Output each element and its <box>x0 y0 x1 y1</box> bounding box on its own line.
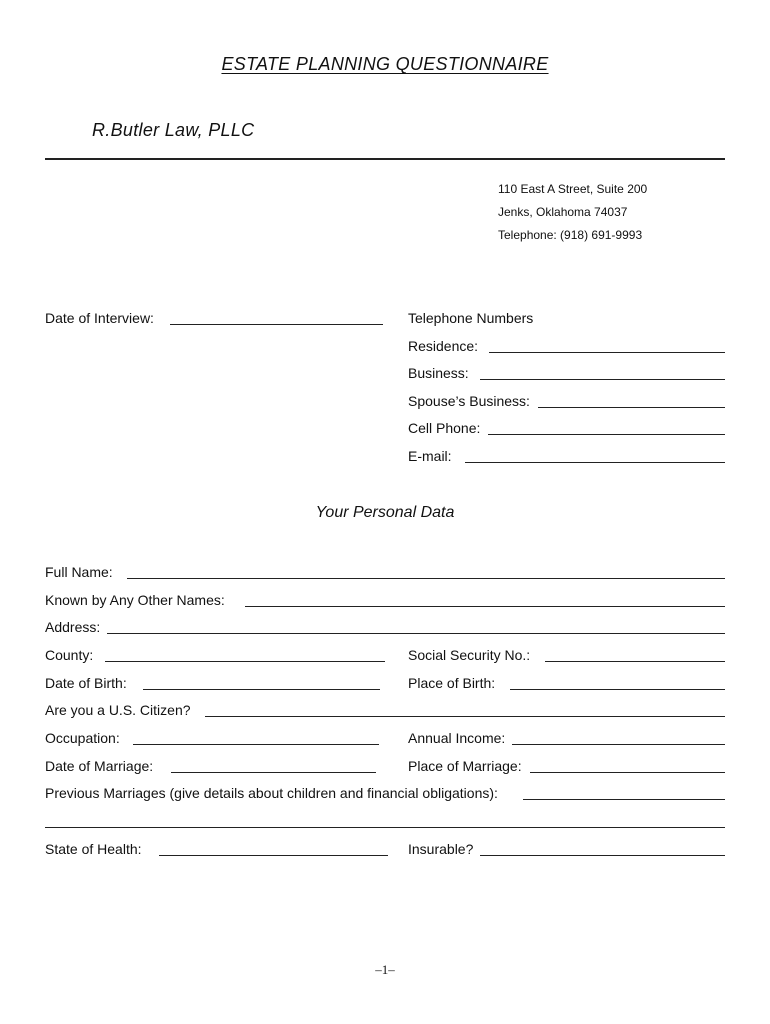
state-of-health-field[interactable] <box>159 855 388 856</box>
occupation-label: Occupation: <box>45 730 120 746</box>
place-of-birth-field[interactable] <box>510 689 725 690</box>
citizen-field[interactable] <box>205 716 725 717</box>
annual-income-label: Annual Income: <box>408 730 506 746</box>
state-of-health-label: State of Health: <box>45 841 142 857</box>
cell-phone-field[interactable] <box>488 434 725 435</box>
full-name-field[interactable] <box>127 578 725 579</box>
email-label: E-mail: <box>408 448 452 464</box>
insurable-field[interactable] <box>480 855 725 856</box>
telephone-numbers-heading: Telephone Numbers <box>408 310 534 326</box>
previous-marriages-field[interactable] <box>523 799 725 800</box>
firm-telephone: Telephone: (918) 691-9993 <box>498 228 643 242</box>
place-of-marriage-label: Place of Marriage: <box>408 758 522 774</box>
previous-marriages-label: Previous Marriages (give details about children and financial obligations): <box>45 785 498 801</box>
cell-phone-label: Cell Phone: <box>408 420 481 436</box>
date-of-birth-field[interactable] <box>143 689 380 690</box>
date-of-interview-label: Date of Interview: <box>45 310 154 326</box>
date-of-marriage-label: Date of Marriage: <box>45 758 154 774</box>
occupation-field[interactable] <box>133 744 379 745</box>
address-field[interactable] <box>107 633 725 634</box>
county-field[interactable] <box>105 661 385 662</box>
section-title-personal-data: Your Personal Data <box>315 504 455 521</box>
full-name-label: Full Name: <box>45 564 113 580</box>
address-street: 110 East A Street, Suite 200 <box>498 182 648 196</box>
document-title: ESTATE PLANNING QUESTIONNAIRE <box>221 54 549 74</box>
business-label: Business: <box>408 365 469 381</box>
address-label: Address: <box>45 619 101 635</box>
date-of-marriage-field[interactable] <box>171 772 376 773</box>
date-of-interview-field[interactable] <box>170 324 383 325</box>
other-names-field[interactable] <box>245 606 725 607</box>
date-of-birth-label: Date of Birth: <box>45 675 127 691</box>
ssn-field[interactable] <box>545 661 725 662</box>
annual-income-field[interactable] <box>512 744 725 745</box>
business-phone-field[interactable] <box>480 379 725 380</box>
insurable-label: Insurable? <box>408 841 474 857</box>
residence-label: Residence: <box>408 338 479 354</box>
header-divider <box>45 158 725 160</box>
residence-phone-field[interactable] <box>489 352 725 353</box>
email-field[interactable] <box>465 462 725 463</box>
firm-name: R.Butler Law, PLLC <box>92 120 255 140</box>
citizen-label: Are you a U.S. Citizen? <box>45 702 191 718</box>
ssn-label: Social Security No.: <box>408 647 531 663</box>
previous-marriages-field-continued[interactable] <box>45 827 725 828</box>
place-of-marriage-field[interactable] <box>530 772 725 773</box>
address-city: Jenks, Oklahoma 74037 <box>498 205 628 219</box>
county-label: County: <box>45 647 94 663</box>
spouse-business-phone-field[interactable] <box>538 407 725 408</box>
page-number: –1– <box>375 962 395 977</box>
place-of-birth-label: Place of Birth: <box>408 675 496 691</box>
spouse-business-label: Spouse’s Business: <box>408 393 530 409</box>
other-names-label: Known by Any Other Names: <box>45 592 225 608</box>
